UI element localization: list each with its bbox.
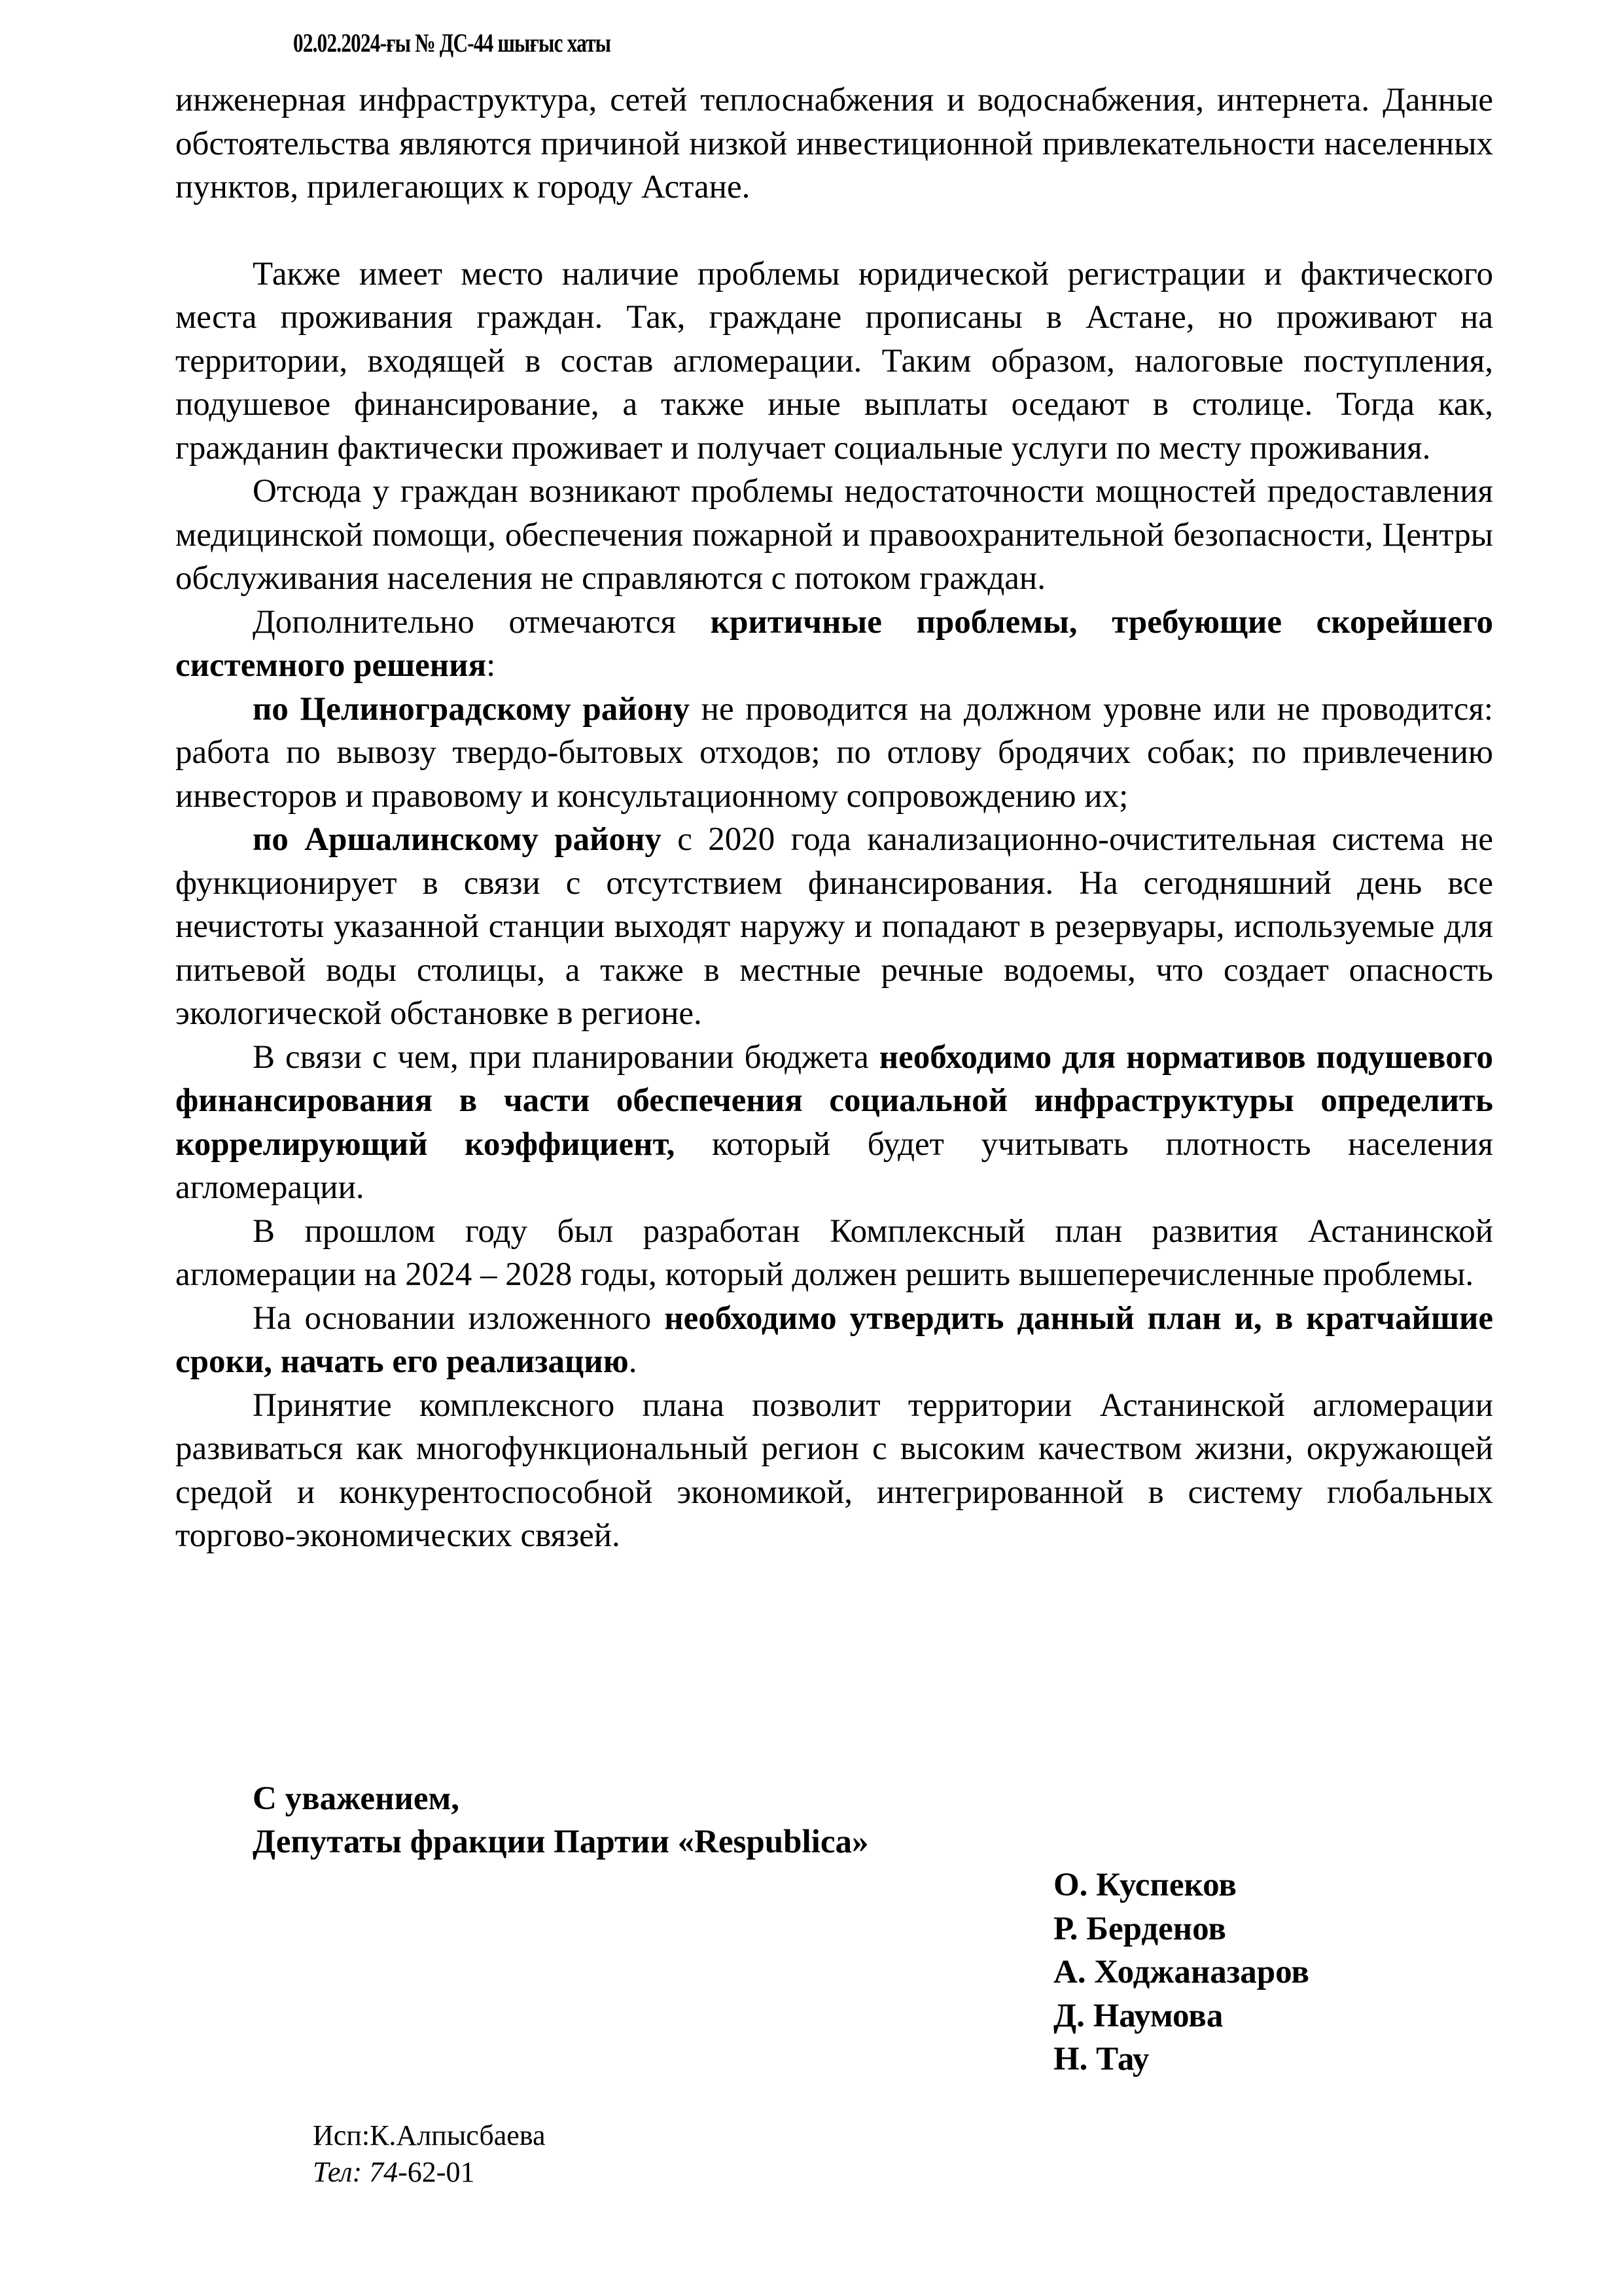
paragraph-registration: Также имеет место наличие проблемы юридической регистрации и фактического места проживания граждан. Так, граждане прописаны в Астане, но проживают на территории, входящей в состав агломерации. Таким образом, налоговые поступления, подушевое финансирование, а также иные выплаты оседают в столице. Тогда как, гражданин фактически проживает и получает социальные услуги по месту проживания. — [175, 255, 1493, 467]
phone-label: Тел: — [313, 2156, 370, 2188]
arshaly-district-text: с 2020 года канализационно-очистительная система не функционирует в связи с отсутствием финансирования. На сегодняшний день все нечистоты указанной станции выходят наружу и попадают в резервуары, используемые для питьевой воды столицы, а также в местные речные водоемы, что создает опасность экологической обстановке в регионе. — [175, 821, 1493, 1032]
approve-plan-tail: . — [628, 1343, 637, 1380]
phone-code: 74 — [369, 2156, 398, 2188]
paragraph-approve-plan — [175, 1297, 1493, 1384]
outgoing-letter-stamp: 02.02.2024-ғы № ДС-44 шығыс хаты — [293, 28, 611, 58]
approve-plan-emphasis: необходимо утвердить данный план и, в кратчайшие сроки, начать его реализацию — [175, 1299, 1493, 1380]
paragraph-critical-problems — [175, 601, 1493, 688]
paragraph-infrastructure: инженерная инфраструктура, сетей теплоснабжения и водоснабжения, интернета. Данные обстоятельства являются причиной низкой инвестиционной привлекательности населенных пунктов, прилегающих к городу Астане. — [175, 82, 1493, 205]
critical-problems-emphasis: критичные проблемы, требующие скорейшего системного решения — [175, 603, 1493, 684]
signatory-name: Р. Берденов — [1053, 1910, 1226, 1947]
budget-coefficient-emphasis: необходимо для нормативов подушевого финансирования в части обеспечения социальной инфраструктуры определить коррелирующий коэффициент, — [175, 1038, 1493, 1163]
critical-problems-tail: : — [486, 647, 496, 684]
signatory-name: Д. Наумова — [1053, 1997, 1224, 2034]
executor-name: Исп:К.Алпысбаева — [313, 2119, 546, 2151]
letter-closing — [253, 1777, 868, 1863]
closing-faction: Депутаты фракции Партии «Respublica» — [253, 1824, 869, 1860]
signatory-name: О. Куспеков — [1053, 1867, 1237, 1903]
paragraph-arshaly-district — [175, 818, 1493, 1036]
paragraph-tselinograd-district — [175, 688, 1493, 819]
signatories-list — [1053, 1863, 1309, 2081]
paragraph-development-plan: В прошлом году был разработан Комплексный план развития Астанинской агломерации на 2024 – 2028 годы, который должен решить вышеперечисленные проблемы. — [175, 1212, 1493, 1293]
budget-coefficient-tail: который будет учитывать плотность населения агломерации. — [175, 1125, 1493, 1206]
budget-coefficient-lead: В связи с чем, при планировании бюджета — [253, 1038, 879, 1076]
signatory-name: Н. Тау — [1053, 2041, 1150, 2077]
tselinograd-district-heading: по Целиноградскому району — [253, 690, 690, 728]
executor-block — [313, 2117, 546, 2191]
closing-regards: С уважением, — [253, 1780, 459, 1817]
arshaly-district-heading: по Аршалинскому району — [253, 821, 662, 858]
approve-plan-lead: На основании изложенного — [253, 1299, 665, 1337]
critical-problems-lead: Дополнительно отмечаются — [253, 603, 711, 641]
paragraph-plan-benefits: Принятие комплексного плана позволит территории Астанинской агломерации развиваться как многофункциональный регион с высоким качеством жизни, окружающей средой и конкурентоспособной экономикой, интегрированной в систему глобальных торгово-экономических связей. — [175, 1386, 1493, 1554]
paragraph-budget-coefficient — [175, 1036, 1493, 1210]
signatory-name: А. Ходжаназаров — [1053, 1954, 1309, 1990]
phone-number: -62-01 — [398, 2156, 475, 2188]
executor-phone — [313, 2154, 546, 2191]
letter-body — [175, 79, 1493, 1558]
paragraph-services-capacity: Отсюда у граждан возникают проблемы недостаточности мощностей предоставления медицинской помощи, обеспечения пожарной и правоохранительной безопасности, Центры обслуживания населения не справляются с потоком граждан. — [175, 473, 1493, 597]
tselinograd-district-text: не проводится на должном уровне или не проводится: работа по вывозу твердо-бытовых отходов; по отлову бродячих собак; по привлечению инвесторов и правовому и консультационному сопровождению их; — [175, 690, 1493, 815]
